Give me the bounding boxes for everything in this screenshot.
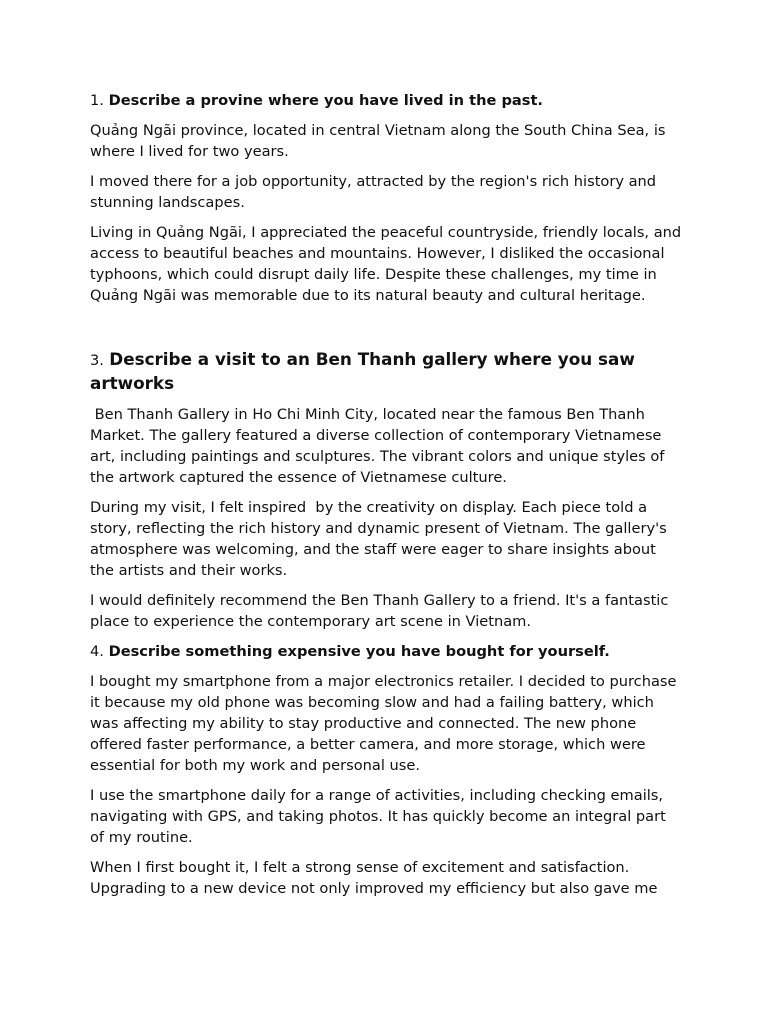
paragraph: Living in Quảng Ngãi, I appreciated the peaceful countryside, friendly locals, and access to beautiful beaches and mountains. However, I disliked the occasional typhoons, which could disrupt daily life. Despite these challenges, my time in Quảng Ngãi was memorable due to its natural beauty and cultural heritage. [90,224,682,304]
document-page [90,90,684,908]
question-number: 1. [90,92,104,109]
paragraph: I bought my smartphone from a major electronics retailer. I decided to purchase it because my old phone was becoming slow and had a failing battery, which was affecting my ability to stay productive and connected. The new phone offered faster performance, a better camera, and more storage, which were essential for both my work and personal use. [90,673,677,774]
paragraph: During my visit, I felt inspired by the creativity on display. Each piece told a story, reflecting the rich history and dynamic present of Vietnam. The gallery's atmosphere was welcoming, and the staff were eager to share insights about the artists and their works. [90,499,672,579]
paragraph: I moved there for a job opportunity, attracted by the region's rich history and stunning landscapes. [90,173,657,211]
paragraph: I would definitely recommend the Ben Thanh Gallery to a friend. It's a fantastic place to experience the contemporary art scene in Vietnam. [90,592,669,630]
question-heading [90,641,684,662]
question-heading [90,348,684,395]
question-title: Describe a visit to an Ben Thanh gallery where you saw artworks [90,349,635,393]
paragraph: When I first bought it, I felt a strong sense of excitement and satisfaction. Upgrading to a new device not only improved my efficiency but also gave me [90,859,658,897]
paragraph: I use the smartphone daily for a range of activities, including checking emails, navigating with GPS, and taking photos. It has quickly become an integral part of my routine. [90,787,666,846]
paragraph: Ben Thanh Gallery in Ho Chi Minh City, located near the famous Ben Thanh Market. The gallery featured a diverse collection of contemporary Vietnamese art, including paintings and sculptures. The vibrant colors and unique styles of the artwork captured the essence of Vietnamese culture. [90,406,670,486]
question-title: Describe something expensive you have bought for yourself. [108,643,610,660]
question-heading [90,90,684,111]
paragraph: Quảng Ngãi province, located in central Vietnam along the South China Sea, is where I lived for two years. [90,122,666,160]
question-title: Describe a provine where you have lived in the past. [108,92,543,109]
question-number: 4. [90,643,104,660]
question-number: 3. [90,352,104,369]
